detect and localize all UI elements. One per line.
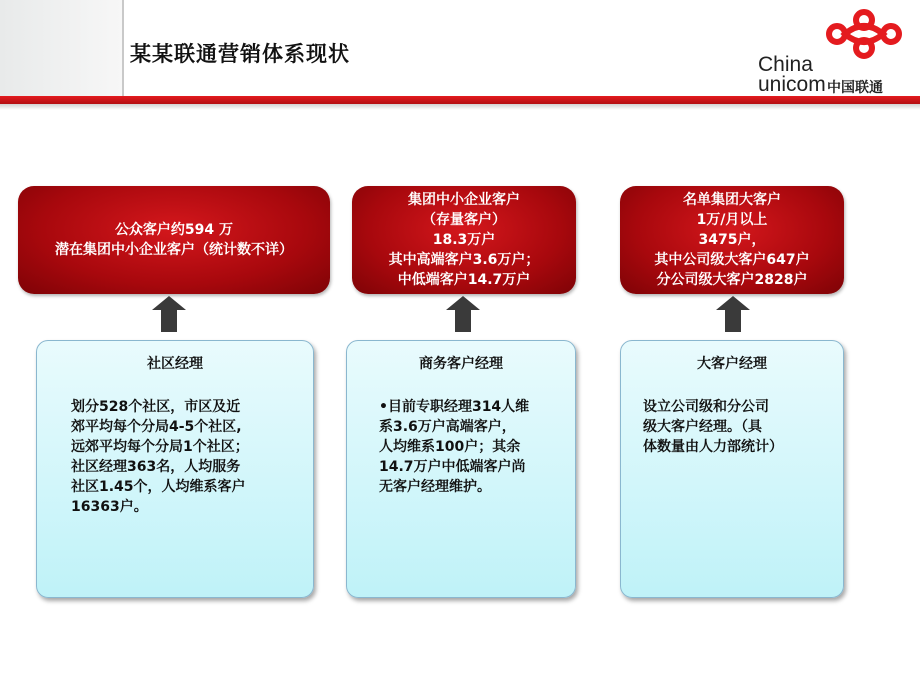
desc-line: 划分528个社区，市区及近: [71, 399, 241, 415]
summary-line: （存量客户）: [422, 212, 506, 228]
header-divider: [122, 0, 124, 98]
summary-line: 3475户，: [698, 232, 766, 248]
desc-line: •目前专职经理314人维: [379, 399, 530, 415]
up-arrow-icon: [446, 296, 480, 332]
manager-title: 大客户经理: [697, 356, 767, 372]
summary-box-sme: [352, 186, 576, 294]
desc-line: 体数量由人力部统计）: [643, 439, 783, 455]
manager-description: [643, 397, 783, 457]
summary-line: 中低端客户14.7万户: [397, 272, 531, 288]
summary-line: 名单集团大客户: [683, 192, 781, 208]
summary-line: 公众客户约594 万: [114, 222, 234, 238]
desc-line: 级大客户经理。（具: [643, 419, 762, 435]
manager-box-key-account: [620, 340, 844, 598]
desc-line: 16363户。: [71, 499, 148, 515]
desc-line: 设立公司级和分公司: [643, 399, 769, 415]
up-arrow-icon: [152, 296, 186, 332]
logo-text-china: China: [758, 53, 813, 76]
manager-title: 商务客户经理: [419, 356, 503, 372]
desc-line: 社区经理363名，人均服务: [71, 459, 241, 475]
summary-line: 集团中小企业客户: [408, 192, 520, 208]
manager-title: 社区经理: [147, 356, 203, 372]
manager-description: [71, 397, 249, 517]
header-red-bar: [0, 96, 920, 104]
logo-text-unicom: unicom: [758, 73, 826, 96]
manager-box-community: [36, 340, 314, 598]
desc-line: 远郊平均每个分局1个社区；: [71, 439, 249, 455]
page-title: 某某联通营销体系现状: [130, 42, 350, 66]
header-left-strip: [0, 0, 122, 98]
china-unicom-logo: [756, 8, 906, 94]
desc-line: 郊平均每个分局4-5个社区,: [71, 419, 242, 435]
summary-line: 其中高端客户3.6万户；: [388, 252, 540, 268]
summary-line: 其中公司级大客户647户: [654, 252, 810, 268]
unicom-knot-icon: [823, 8, 905, 60]
desc-line: 人均维系100户；其余: [379, 439, 521, 455]
summary-box-key-accounts: [620, 186, 844, 294]
summary-line: 1万/月以上: [696, 212, 768, 228]
up-arrow-icon: [716, 296, 750, 332]
desc-line: 14.7万户中低端客户尚: [379, 459, 526, 475]
desc-line: 系3.6万户高端客户，: [379, 419, 516, 435]
header-bar-shadow: [0, 104, 920, 110]
manager-box-business: [346, 340, 576, 598]
desc-line: 社区1.45个，人均维系客户: [71, 479, 246, 495]
summary-line: 潜在集团中小企业客户（统计数不详）: [55, 242, 293, 258]
summary-line: 18.3万户: [432, 232, 496, 248]
desc-line: 无客户经理维护。: [379, 479, 491, 495]
logo-text-cn: 中国联通: [827, 80, 883, 96]
manager-description: [379, 397, 529, 497]
summary-box-public: [18, 186, 330, 294]
summary-line: 分公司级大客户2828户: [656, 272, 808, 288]
